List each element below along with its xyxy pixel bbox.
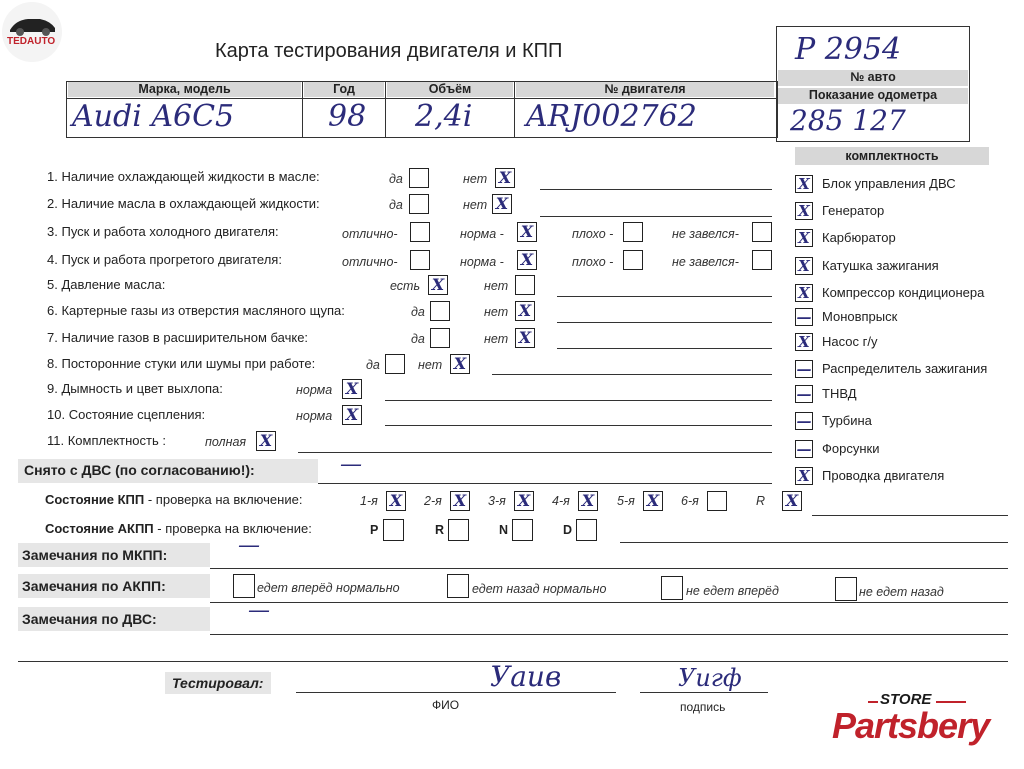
value-year: 98 bbox=[328, 99, 367, 134]
check-mark: X bbox=[453, 354, 467, 373]
q3-nezav-checkbox[interactable] bbox=[752, 222, 772, 242]
komplekt-item-label: Насос г/у bbox=[822, 334, 878, 349]
akpp-opt4-checkbox[interactable] bbox=[835, 577, 857, 601]
q5-est-checkbox[interactable] bbox=[428, 275, 448, 295]
akpp-gear-label: P bbox=[370, 523, 379, 537]
akpp-opt2-label: едет назад нормально bbox=[472, 582, 607, 596]
q4-norma-checkbox[interactable] bbox=[517, 250, 537, 270]
q4-ploho-checkbox[interactable] bbox=[623, 250, 643, 270]
col-volume: Объём bbox=[387, 82, 513, 97]
q6-da-label: да bbox=[411, 305, 425, 319]
komplekt-mark: X bbox=[798, 333, 810, 351]
akpp-opt1-checkbox[interactable] bbox=[233, 574, 255, 598]
q5-net-checkbox[interactable] bbox=[515, 275, 535, 295]
q4-nezav-checkbox[interactable] bbox=[752, 250, 772, 270]
kpp-gear-label: R bbox=[756, 494, 766, 508]
komplekt-item-label: Проводка двигателя bbox=[822, 468, 945, 483]
komplekt-mark: X bbox=[798, 467, 810, 485]
komplekt-item-label: Компрессор кондиционера bbox=[822, 285, 985, 300]
q2-da-label: да bbox=[389, 198, 403, 212]
q2-net-checkbox[interactable] bbox=[492, 194, 512, 214]
q3-otl-checkbox[interactable] bbox=[410, 222, 430, 242]
akpp-gear-checkbox[interactable] bbox=[448, 519, 469, 541]
page-title: Карта тестирования двигателя и КПП bbox=[215, 40, 563, 62]
q7-da-label: да bbox=[411, 332, 425, 346]
col-year: Год bbox=[304, 82, 384, 97]
kpp-gear-checkbox[interactable] bbox=[643, 491, 663, 511]
kpp-gear-checkbox[interactable] bbox=[450, 491, 470, 511]
q4-otl-checkbox[interactable] bbox=[410, 250, 430, 270]
q8-da-label: да bbox=[366, 358, 380, 372]
q2-da-checkbox[interactable] bbox=[409, 194, 429, 214]
auto-number-value: P 2954 bbox=[795, 32, 902, 67]
komplekt-mark: — bbox=[796, 308, 812, 326]
akpp-gear-label: D bbox=[563, 523, 573, 537]
komplekt-mark: — bbox=[796, 440, 812, 458]
q1: 1. Наличие охлаждающей жидкости в масле: bbox=[47, 169, 320, 184]
odometer-value: 285 127 bbox=[790, 104, 906, 137]
akpp-opt4-label: не едет назад bbox=[859, 585, 944, 599]
komplekt-checkbox[interactable] bbox=[795, 284, 813, 302]
komplekt-item-label: Блок управления ДВС bbox=[822, 176, 956, 191]
komplekt-item-label: Распределитель зажигания bbox=[822, 361, 988, 376]
auto-number-label: № авто bbox=[778, 70, 968, 86]
q2-net-label: нет bbox=[463, 198, 488, 212]
akpp-opt2-checkbox[interactable] bbox=[447, 574, 469, 598]
snyato-label: Снято с ДВС (по согласованию!): bbox=[24, 462, 255, 478]
q6-net-checkbox[interactable] bbox=[515, 301, 535, 321]
komplekt-checkbox[interactable] bbox=[795, 385, 813, 403]
odometer-label: Показание одометра bbox=[778, 88, 968, 104]
q1-da-checkbox[interactable] bbox=[409, 168, 429, 188]
check-mark: X bbox=[389, 491, 403, 510]
komplekt-mark: X bbox=[798, 229, 810, 247]
remarks-dvs-label: Замечания по ДВС: bbox=[22, 611, 157, 627]
q3-nezav-label: не завелся- bbox=[672, 227, 739, 241]
akpp-label: Состояние АКПП - проверка на включение: bbox=[45, 521, 312, 536]
komplekt-item-label: Генератор bbox=[822, 203, 885, 218]
kpp-gear-checkbox[interactable] bbox=[578, 491, 598, 511]
fio-caption: ФИО bbox=[432, 698, 460, 712]
remarks-mkpp-label: Замечания по МКПП: bbox=[22, 547, 168, 563]
q7-net-checkbox[interactable] bbox=[515, 328, 535, 348]
tested-label: Тестировал: bbox=[172, 675, 264, 691]
q3-otl-label: отлично- bbox=[342, 227, 398, 241]
sign-caption: подпись bbox=[680, 700, 726, 714]
akpp-gear-label: N bbox=[499, 523, 509, 537]
q9-norma-checkbox[interactable] bbox=[342, 379, 362, 399]
store-text: STORE bbox=[880, 691, 932, 708]
akpp-opt3-label: не едет вперёд bbox=[686, 584, 779, 598]
komplekt-mark: — bbox=[796, 360, 812, 378]
kpp-gear-checkbox[interactable] bbox=[782, 491, 802, 511]
q4: 4. Пуск и работа прогретого двигателя: bbox=[47, 252, 282, 267]
tedauto-text: TEDAUTO bbox=[7, 36, 56, 47]
check-mark: X bbox=[259, 431, 273, 450]
komplekt-checkbox[interactable] bbox=[795, 467, 813, 485]
remarks-akpp-label: Замечания по АКПП: bbox=[22, 578, 166, 594]
q5-net-label: нет bbox=[484, 279, 509, 293]
value-volume: 2,4i bbox=[415, 99, 473, 134]
q9: 9. Дымность и цвет выхлопа: bbox=[47, 381, 223, 396]
kpp-gear-label: 3-я bbox=[488, 494, 506, 508]
komplekt-mark: — bbox=[796, 385, 812, 403]
tedauto-logo bbox=[2, 2, 62, 62]
q1-da-label: да bbox=[389, 172, 403, 186]
kpp-gear-label: 2-я bbox=[424, 494, 442, 508]
q6: 6. Картерные газы из отверстия масляного щупа: bbox=[47, 303, 345, 318]
q2: 2. Наличие масла в охлаждающей жидкости: bbox=[47, 196, 320, 211]
kpp-gear-label: 4-я bbox=[552, 494, 570, 508]
kpp-gear-label: 1-я bbox=[360, 494, 378, 508]
check-mark: X bbox=[646, 491, 660, 510]
q9-norma-label: норма bbox=[296, 383, 333, 397]
kpp-gear-checkbox[interactable] bbox=[707, 491, 727, 511]
komplekt-item-label: Форсунки bbox=[822, 441, 880, 456]
akpp-gear-checkbox[interactable] bbox=[383, 519, 404, 541]
q7: 7. Наличие газов в расширительном бачке: bbox=[47, 330, 309, 345]
value-engine-no: ARJ002762 bbox=[526, 99, 697, 134]
komplekt-item-label: Моновпрыск bbox=[822, 309, 898, 324]
q11-polnaya-checkbox[interactable] bbox=[256, 431, 276, 451]
q4-nezav-label: не завелся- bbox=[672, 255, 739, 269]
partsbery-logo bbox=[818, 679, 1018, 764]
q4-norma-label: норма - bbox=[460, 255, 504, 269]
check-mark: X bbox=[520, 222, 534, 241]
komplekt-title: комплектность bbox=[795, 147, 989, 165]
komplekt-checkbox[interactable] bbox=[795, 175, 813, 193]
akpp-opt1-label: едет вперёд нормально bbox=[257, 581, 400, 595]
q3: 3. Пуск и работа холодного двигателя: bbox=[47, 224, 279, 239]
check-mark: X bbox=[520, 250, 534, 269]
akpp-opt3-checkbox[interactable] bbox=[661, 576, 683, 600]
fio-value: Уаив bbox=[490, 660, 562, 693]
remarks-mkpp-value: — bbox=[238, 533, 260, 558]
q5-est-label: есть bbox=[390, 279, 421, 293]
komplekt-checkbox[interactable] bbox=[795, 440, 813, 458]
kpp-gear-label: 6-я bbox=[681, 494, 699, 508]
q7-net-label: нет bbox=[484, 332, 509, 346]
komplekt-checkbox[interactable] bbox=[795, 412, 813, 430]
q1-net-checkbox[interactable] bbox=[495, 168, 515, 188]
q4-otl-label: отлично- bbox=[342, 255, 398, 269]
komplekt-checkbox[interactable] bbox=[795, 333, 813, 351]
check-mark: X bbox=[495, 194, 509, 213]
komplekt-mark: — bbox=[796, 412, 812, 430]
check-mark: X bbox=[453, 491, 467, 510]
q10: 10. Состояние сцепления: bbox=[47, 407, 206, 422]
q4-ploho-label: плохо - bbox=[572, 255, 614, 269]
q3-norma-label: норма - bbox=[460, 227, 504, 241]
q11-polnaya-label: полная bbox=[205, 435, 247, 449]
komplekt-item-label: Карбюратор bbox=[822, 230, 896, 245]
komplekt-checkbox[interactable] bbox=[795, 229, 813, 247]
check-mark: X bbox=[498, 168, 512, 187]
col-engine-no: № двигателя bbox=[516, 82, 774, 97]
komplekt-checkbox[interactable] bbox=[795, 257, 813, 275]
q6-da-checkbox[interactable] bbox=[430, 301, 450, 321]
col-model: Марка, модель bbox=[68, 82, 301, 97]
partsbery-text: Partsbery bbox=[832, 705, 990, 746]
q5: 5. Давление масла: bbox=[47, 277, 166, 292]
check-mark: X bbox=[345, 379, 359, 398]
q3-ploho-checkbox[interactable] bbox=[623, 222, 643, 242]
q3-ploho-label: плохо - bbox=[572, 227, 614, 241]
check-mark: X bbox=[581, 491, 595, 510]
q1-net-label: нет bbox=[463, 172, 488, 186]
komplekt-item-label: ТНВД bbox=[822, 386, 857, 401]
snyato-value: — bbox=[340, 452, 362, 477]
kpp-gear-label: 5-я bbox=[617, 494, 635, 508]
q11: 11. Комплектность : bbox=[47, 433, 166, 448]
check-mark: X bbox=[785, 491, 799, 510]
kpp-gear-checkbox[interactable] bbox=[514, 491, 534, 511]
komplekt-item-label: Катушка зажигания bbox=[822, 258, 939, 273]
komplekt-checkbox[interactable] bbox=[795, 202, 813, 220]
komplekt-checkbox[interactable] bbox=[795, 308, 813, 326]
check-mark: X bbox=[517, 491, 531, 510]
akpp-gear-checkbox[interactable] bbox=[576, 519, 597, 541]
akpp-gear-checkbox[interactable] bbox=[512, 519, 533, 541]
check-mark: X bbox=[345, 405, 359, 424]
komplekt-mark: X bbox=[798, 257, 810, 275]
check-mark: X bbox=[518, 301, 532, 320]
akpp-gear-label: R bbox=[435, 523, 445, 537]
komplekt-mark: X bbox=[798, 284, 810, 302]
q10-norma-label: норма bbox=[296, 409, 333, 423]
komplekt-mark: X bbox=[798, 175, 810, 193]
komplekt-checkbox[interactable] bbox=[795, 360, 813, 378]
q3-norma-checkbox[interactable] bbox=[517, 222, 537, 242]
kpp-gear-checkbox[interactable] bbox=[386, 491, 406, 511]
komplekt-item-label: Турбина bbox=[822, 413, 872, 428]
q6-net-label: нет bbox=[484, 305, 509, 319]
q7-da-checkbox[interactable] bbox=[430, 328, 450, 348]
komplekt-mark: X bbox=[798, 202, 810, 220]
q8-da-checkbox[interactable] bbox=[385, 354, 405, 374]
q8-net-checkbox[interactable] bbox=[450, 354, 470, 374]
signature-value: Уигф bbox=[678, 664, 742, 692]
q8: 8. Посторонние стуки или шумы при работе: bbox=[47, 356, 316, 371]
remarks-dvs-value: — bbox=[248, 598, 270, 623]
check-mark: X bbox=[431, 275, 445, 294]
q8-net-label: нет bbox=[418, 358, 443, 372]
check-mark: X bbox=[518, 328, 532, 347]
q10-norma-checkbox[interactable] bbox=[342, 405, 362, 425]
kpp-label: Состояние КПП - проверка на включение: bbox=[45, 492, 303, 507]
value-model: Audi A6C5 bbox=[72, 99, 235, 134]
